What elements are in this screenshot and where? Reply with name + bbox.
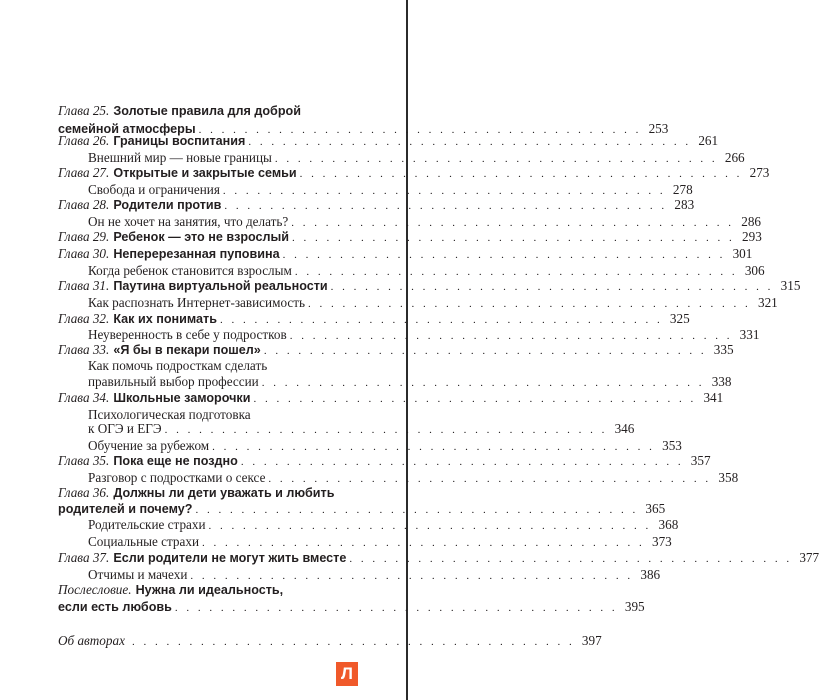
toc-dot-leader: . . . . . . . . . . . . . . . . . . . . . . . . . . . . . . . . . . . . . . . [274,153,718,165]
toc-title: Социальные страхи [88,534,200,549]
publisher-logo-letter: Л [341,664,353,683]
toc-chapter-number: Глава 34. [58,390,110,405]
toc-title: Как помочь подросткам сделать [88,358,268,373]
toc-page-number: 341 [703,390,724,405]
toc-title: Как их понимать [113,312,217,326]
toc-page-number: 368 [658,517,679,532]
toc-title: Родительские страхи [88,517,206,532]
toc-chapter-number: Глава 28. [58,197,110,212]
toc-dot-leader: . . . . . . . . . . . . . . . . . . . . . . . . . . . . . . . . . . . . . . . [131,636,575,648]
toc-page-number: 278 [672,182,693,197]
toc-dot-leader: . . . . . . . . . . . . . . . . . . . . . . . . . . . . . . . . . . . . . . . [261,377,705,389]
toc-chapter-number: Глава 33. [58,342,110,357]
toc-page-number: 301 [732,246,753,261]
toc-dot-leader: . . . . . . . . . . . . . . . . . . . . . . . . . . . . . . . . . . . . . . . [248,136,692,148]
toc-title: Границы воспитания [113,134,246,148]
toc-dot-leader: . . . . . . . . . . . . . . . . . . . . . . . . . . . . . . . . . . . . . . . [195,504,639,516]
toc-title: Свобода и ограничения [88,182,220,197]
toc-dot-leader: . . . . . . . . . . . . . . . . . . . . . . . . . . . . . . . . . . . . . . . [190,570,634,582]
toc-chapter-number: Об авторах [58,633,125,648]
toc-page-number: 273 [749,165,770,180]
toc-title: Он не хочет на занятия, что делать? [88,214,289,229]
toc-title: Внешний мир — новые границы [88,150,272,165]
toc-dot-leader: . . . . . . . . . . . . . . . . . . . . . . . . . . . . . . . . . . . . . . . [253,393,697,405]
toc-title: Разговор с подростками о сексе [88,470,266,485]
toc-chapter-number: Глава 29. [58,229,110,244]
toc-title: Обучение за рубежом [88,438,210,453]
toc-dot-leader: . . . . . . . . . . . . . . . . . . . . . . . . . . . . . . . . . . . . . . . [208,520,652,532]
toc-chapter-number: Глава 35. [58,453,110,468]
toc-title: Неуверенность в себе у подростков [88,327,287,342]
toc-page-number: 373 [651,534,672,549]
toc-page-number: 357 [690,453,711,468]
toc-chapter-number: Глава 25. [58,103,110,118]
toc-dot-leader: . . . . . . . . . . . . . . . . . . . . . . . . . . . . . . . . . . . . . . . [174,602,618,614]
toc-dot-leader: . . . . . . . . . . . . . . . . . . . . . . . . . . . . . . . . . . . . . . . [349,553,793,565]
toc-chapter-number: Глава 30. [58,246,110,261]
toc-page-number: 283 [674,197,695,212]
toc-title: Если родители не могут жить вместе [113,551,347,565]
toc-title: Психологическая подготовка [88,407,251,422]
toc-title: Паутина виртуальной реальности [113,279,328,293]
toc-dot-leader: . . . . . . . . . . . . . . . . . . . . . . . . . . . . . . . . . . . . . . . [330,281,774,293]
toc-dot-leader: . . . . . . . . . . . . . . . . . . . . . . . . . . . . . . . . . . . . . . . [299,168,743,180]
toc-page-number: 253 [648,121,669,136]
toc-title: Пока еще не поздно [113,454,238,468]
toc-title: Когда ребенок становится взрослым [88,263,292,278]
toc-page-number: 331 [739,327,760,342]
publisher-logo [336,662,358,686]
toc-page-number: 338 [711,374,732,389]
toc-page-number: 346 [614,421,635,436]
toc-chapter-number: Послесловие. [58,582,132,597]
toc-page-number: 358 [718,470,739,485]
toc-page-number: 386 [640,567,661,582]
toc-chapter-number: Глава 36. [58,485,110,500]
toc-chapter-number: Глава 31. [58,278,110,293]
toc-dot-leader: . . . . . . . . . . . . . . . . . . . . . . . . . . . . . . . . . . . . . . . [291,217,734,229]
toc-dot-leader: . . . . . . . . . . . . . . . . . . . . . . . . . . . . . . . . . . . . . . . [240,456,684,468]
toc-title: Родители против [113,198,222,212]
toc-dot-leader: . . . . . . . . . . . . . . . . . . . . . . . . . . . . . . . . . . . . . . . [222,185,666,197]
toc-title: Должны ли дети уважать и любить [113,486,335,500]
toc-title: родителей и почему? [58,502,193,516]
toc-dot-leader: . . . . . . . . . . . . . . . . . . . . . . . . . . . . . . . . . . . . . . . [289,330,733,342]
toc-title: Нужна ли идеальность, [135,583,284,597]
toc-dot-leader: . . . . . . . . . . . . . . . . . . . . . . . . . . . . . . . . . . . . . . . [268,473,712,485]
toc-dot-leader: . . . . . . . . . . . . . . . . . . . . . . . . . . . . . . . . . . . . . . . [164,424,608,436]
toc-title: Неперерезанная пуповина [113,247,280,261]
toc-dot-leader: . . . . . . . . . . . . . . . . . . . . . . . . . . . . . . . . . . . . . . . [219,314,663,326]
toc-chapter-number: Глава 26. [58,133,110,148]
toc-dot-leader: . . . . . . . . . . . . . . . . . . . . . . . . . . . . . . . . . . . . . . . [202,537,645,549]
toc-dot-leader: . . . . . . . . . . . . . . . . . . . . . . . . . . . . . . . . . . . . . . . [292,232,735,244]
toc-page-number: 377 [799,550,819,565]
toc-entry [58,101,390,121]
toc-dot-leader: . . . . . . . . . . . . . . . . . . . . . . . . . . . . . . . . . . . . . . . [263,345,707,357]
toc-dot-leader: . . . . . . . . . . . . . . . . . . . . . . . . . . . . . . . . . . . . . . . [198,124,642,136]
toc-page-number: 306 [744,263,765,278]
toc-page-number: 286 [741,214,761,229]
toc-title: Ребенок — это не взрослый [113,230,290,244]
toc-chapter-number: Глава 32. [58,311,110,326]
toc-page-number: 266 [724,150,745,165]
toc-title: Открытые и закрытые семьи [113,166,297,180]
toc-page-number: 325 [669,311,690,326]
toc-page-number: 395 [624,599,645,614]
toc-page-number: 353 [662,438,682,453]
toc-page-number: 365 [645,501,666,516]
toc-title: Золотые правила для доброй [113,104,301,118]
toc-title: Школьные заморочки [113,391,251,405]
toc-entry [58,597,645,617]
toc-page-number: 321 [757,295,778,310]
toc-title: правильный выбор профессии [88,374,259,389]
toc-entry [58,631,602,651]
toc-title: Как распознать Интернет-зависимость [88,295,305,310]
toc-page-number: 261 [698,133,719,148]
toc-page-number: 335 [713,342,734,357]
toc-dot-leader: . . . . . . . . . . . . . . . . . . . . . . . . . . . . . . . . . . . . . . . [282,249,726,261]
toc-chapter-number: Глава 37. [58,550,110,565]
toc-page-number: 315 [780,278,801,293]
toc-chapter-number: Глава 27. [58,165,110,180]
toc-page-number: 397 [581,633,602,648]
toc-dot-leader: . . . . . . . . . . . . . . . . . . . . . . . . . . . . . . . . . . . . . . . [224,200,668,212]
toc-title: семейной атмосферы [58,122,196,136]
toc-title: Отчимы и мачехи [88,567,188,582]
toc-page-number: 293 [742,229,762,244]
toc-title: «Я бы в пекари пошел» [113,343,261,357]
toc-dot-leader: . . . . . . . . . . . . . . . . . . . . . . . . . . . . . . . . . . . . . . . [212,441,655,453]
toc-dot-leader: . . . . . . . . . . . . . . . . . . . . . . . . . . . . . . . . . . . . . . . [294,266,738,278]
toc-title: к ОГЭ и ЕГЭ [88,421,162,436]
toc-title: если есть любовь [58,600,172,614]
toc-dot-leader: . . . . . . . . . . . . . . . . . . . . . . . . . . . . . . . . . . . . . . . [308,298,751,310]
